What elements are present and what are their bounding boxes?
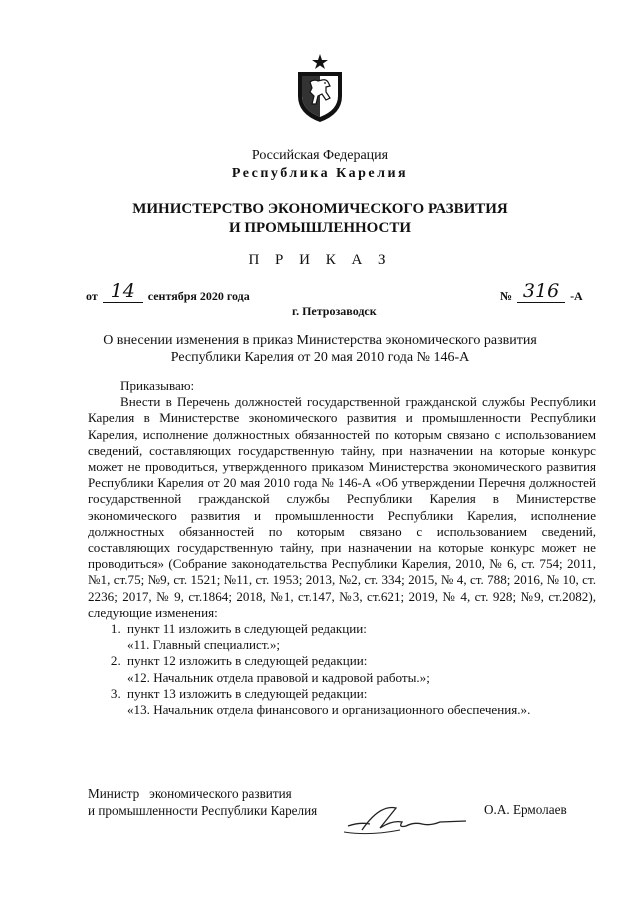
order-date — [86, 280, 250, 306]
number-prefix: № — [500, 289, 513, 303]
list-item-quote: «11. Главный специалист.»; — [127, 637, 281, 653]
handwritten-signature — [340, 800, 470, 840]
list-item — [124, 686, 596, 718]
subject — [0, 332, 640, 366]
order-word: Приказываю: — [120, 378, 195, 393]
list-item-quote: «12. Начальник отдела правовой и кадровой работы.»; — [127, 669, 430, 685]
date-rest: сентября 2020 года — [147, 289, 250, 303]
signatory-title — [88, 785, 317, 819]
list-item-text: пункт 12 изложить в следующей редакции: — [127, 653, 368, 669]
list-item — [124, 621, 596, 653]
list-item-text: пункт 13 изложить в следующей редакции: — [127, 685, 368, 701]
number-suffix: -А — [570, 289, 583, 303]
main-paragraph: Внести в Перечень должностей государственной гражданской службы Республики Карелия в Министерстве экономического развития и промышленности Республики Карелия, исполнение должностных обязанностей по которым связано с использованием сведений, составляющих государственную тайну, при назначении на которые конкурс может не проводиться, утвержденного приказом Министерства экономического развития Республики Карелия от 20 мая 2010 года № 146-А «Об утверждении Перечня должностей государственной гражданской службы Республики Карелия в Министерстве экономического развития и промышленности Республики Карелия, исполнение должностных обязанностей по которым связано с использованием сведений, составляющих государственную тайну, при назначении на которые конкурс может не проводиться» (Собрание законодательства Республики Карелия, 2010, № 6, ст. 754; 2011, №1, ст.75; №9, ст. 1521; №11, ст. 1953; 2013, №2, ст. 334; 2015, № 4, ст. 788; 2016, № 10, ст. 2236; 2017, № 9, ст.1864; 2018, №1, ст.147, №3, ст.621; 2019, № 4, ст. 928; №9, ст.2082), следующие изменения: — [88, 394, 596, 620]
ministry-name-line2: И ПРОМЫШЛЕННОСТИ — [228, 220, 412, 236]
signatory-title-line1: Министр экономического развития — [88, 786, 292, 801]
handwritten-number: 316 — [517, 280, 565, 303]
document-body — [88, 378, 596, 718]
coat-of-arms-emblem — [292, 52, 348, 124]
document-type: П Р И К А З — [248, 252, 392, 268]
ministry-name-line1: МИНИСТЕРСТВО ЭКОНОМИЧЕСКОГО РАЗВИТИЯ — [132, 201, 508, 217]
republic-line: Республика Карелия — [231, 166, 409, 181]
city: г. Петрозаводск — [292, 304, 377, 318]
subject-line2: Республики Карелия от 20 мая 2010 года № 146-А — [170, 350, 470, 365]
order-number — [500, 280, 583, 306]
subject-line1: О внесении изменения в приказ Министерства экономического развития — [103, 333, 537, 348]
signatory-name: О.А. Ермолаев — [484, 802, 567, 817]
list-item-text: пункт 11 изложить в следующей редакции: — [127, 621, 367, 637]
signatory-title-line2: и промышленности Республики Карелия — [88, 803, 318, 818]
ministry-name — [0, 200, 640, 238]
list-item-quote: «13. Начальник отдела финансового и организационного обеспечения.». — [127, 702, 531, 718]
date-prefix: от — [86, 289, 98, 303]
amendment-list — [88, 621, 596, 718]
handwritten-day: 14 — [103, 280, 143, 303]
country-line: Российская Федерация — [251, 148, 389, 163]
list-item — [124, 653, 596, 685]
